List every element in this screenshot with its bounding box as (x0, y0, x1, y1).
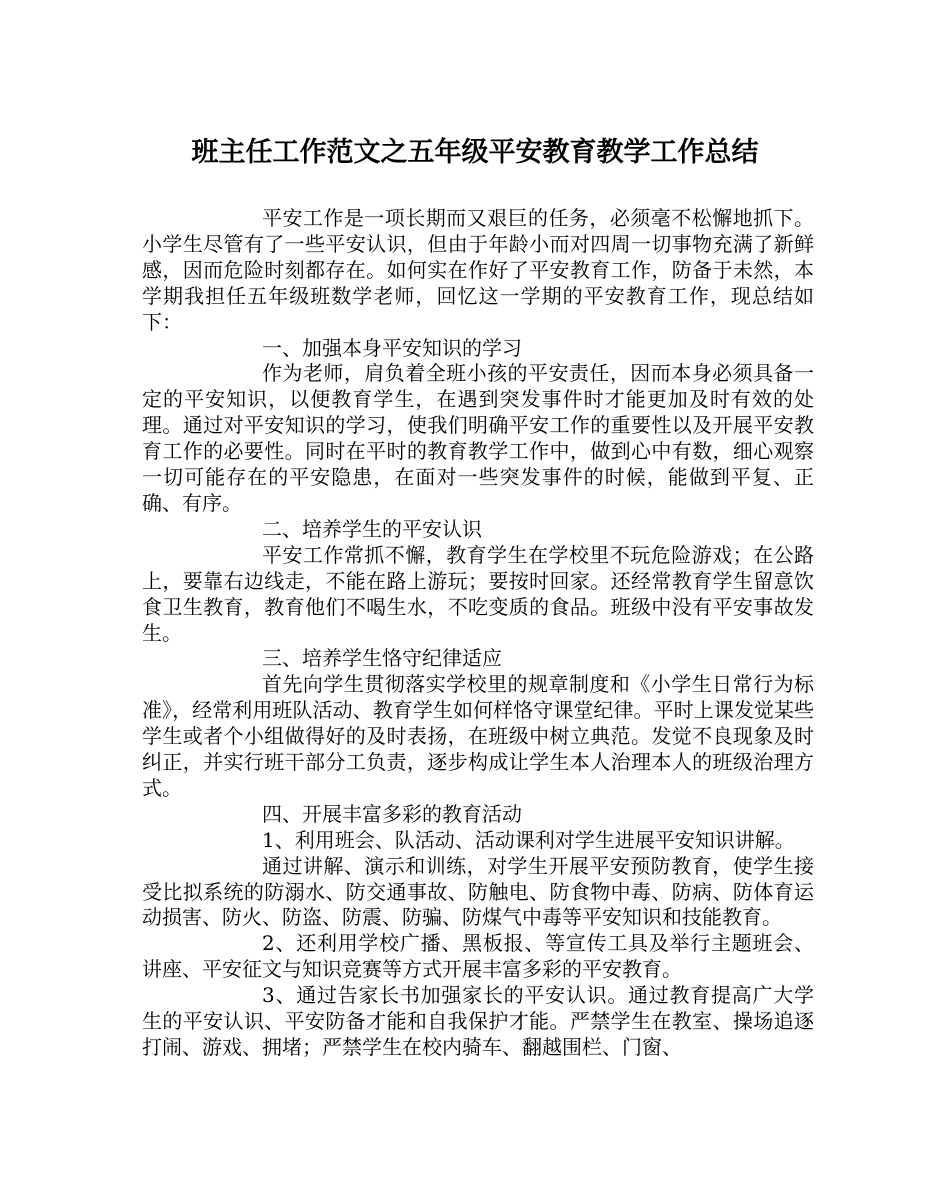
section-2-paragraph: 平安工作常抓不懈，教育学生在学校里不玩危险游戏；在公路上，要靠右边线走，不能在路上游玩；要按时回家。还经常教育学生留意饮食卫生教育，教育他们不喝生水，不吃变质的食品。班级中没有平安事故发生。 (142, 542, 814, 645)
document-title: 班主任工作范文之五年级平安教育教学工作总结 (191, 137, 759, 168)
section-heading-1: 一、加强本身平安知识的学习 (262, 335, 522, 360)
section-4-item-3: 3、通过告家长书加强家长的平安认识。通过教育提高广大学生的平安认识、平安防备才能和自我保护才能。严禁学生在教室、操场追逐打闹、游戏、拥堵；严禁学生在校内骑车、翻越围栏、门窗、 (142, 983, 814, 1059)
section-4-item-2: 2、还利用学校广播、黑板报、等宣传工具及举行主题班会、讲座、平安征文与知识竞赛等方式开展丰富多彩的平安教育。 (142, 931, 814, 982)
section-heading-3: 三、培养学生恪守纪律适应 (262, 646, 502, 671)
section-1-paragraph: 作为老师，肩负着全班小孩的平安责任，因而本身必须具备一定的平安知识，以便教育学生，在遇到突发事件时才能更加及时有效的处理。通过对平安知识的学习，使我们明确平安工作的重要性以及开展平安教育工作的必要性。同时在平时的教育教学工作中，做到心中有数，细心观察一切可能存在的平安隐患，在面对一些突发事件的时候，能做到平复、正确、有序。 (142, 361, 814, 515)
section-4-item-1: 1、利用班会、队活动、活动课利对学生进展平安知识讲解。 (262, 827, 795, 852)
section-heading-4: 四、开展丰富多彩的教育活动 (262, 801, 522, 826)
section-heading-2: 二、培养学生的平安认识 (262, 516, 482, 541)
document-body (142, 206, 814, 1061)
section-3-paragraph: 首先向学生贯彻落实学校里的规章制度和《小学生日常行为标准》，经常利用班队活动、教育学生如何样恪守课堂纪律。平时上课发觉某些学生或者个小组做得好的及时表扬，在班级中树立典范。发觉不良现象及时纠正，并实行班干部分工负责，逐步构成让学生本人治理本人的班级治理方式。 (142, 672, 814, 800)
intro-paragraph: 平安工作是一项长期而又艰巨的任务，必须毫不松懈地抓下。小学生尽管有了一些平安认识，但由于年龄小而对四周一切事物充满了新鲜感，因而危险时刻都存在。如何实在作好了平安教育工作，防备于未然，本学期我担任五年级班数学老师，回忆这一学期的平安教育工作，现总结如下： (142, 206, 814, 334)
section-4-item-1-detail: 通过讲解、演示和训练，对学生开展平安预防教育，使学生接受比拟系统的防溺水、防交通事故、防触电、防食物中毒、防病、防体育运动损害、防火、防盗、防震、防骗、防煤气中毒等平安知识和技能教育。 (142, 853, 814, 930)
